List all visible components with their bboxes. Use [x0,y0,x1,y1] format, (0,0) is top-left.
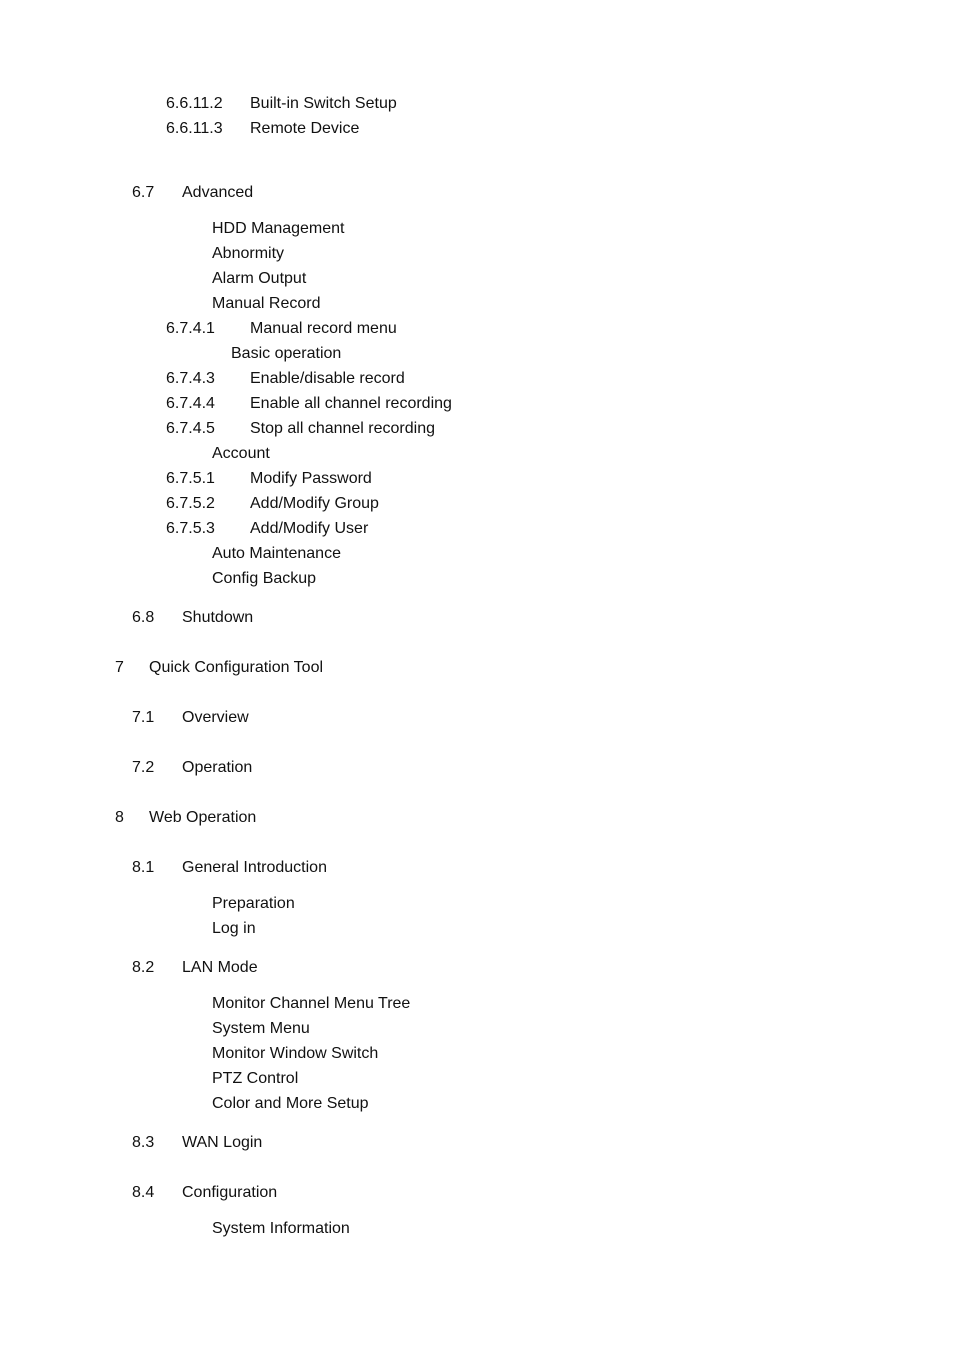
toc-entry-title: Remote Device [250,120,360,137]
toc-entry-title: Add/Modify Group [250,495,379,512]
toc-entry[interactable] [212,994,410,1014]
toc-entry[interactable] [212,569,316,589]
toc-entry-title: Preparation [212,895,295,912]
toc-entry[interactable] [212,1044,378,1064]
toc-entry-title: Color and More Setup [212,1095,369,1112]
toc-entry-title: Account [212,445,270,462]
toc-entry-title: System Information [212,1220,350,1237]
toc-entry-title: Quick Configuration Tool [149,659,324,676]
toc-entry-number: 6.6.11.3 [166,120,223,137]
toc-entry-number: 6.7.5.3 [166,520,215,537]
toc-entry-title: Stop all channel recording [250,420,436,437]
toc-entry-title: LAN Mode [182,959,258,976]
toc-entry-title: Shutdown [182,609,254,626]
toc-entry-title: Alarm Output [212,270,307,287]
toc-entry-title: Manual Record [212,295,321,312]
toc-entry-number: 6.6.11.2 [166,95,223,112]
toc-entry[interactable] [231,344,341,364]
toc-entry-title: Basic operation [231,345,342,362]
toc-entry-title: Auto Maintenance [212,545,341,562]
toc-entry-title: HDD Management [212,220,345,237]
toc-entry-title: Log in [212,920,256,937]
toc-entry[interactable] [212,1094,369,1114]
toc-entry-title: Config Backup [212,570,317,587]
toc-entry-title: WAN Login [182,1134,263,1151]
toc-entry[interactable] [212,444,270,464]
toc-entry[interactable] [212,1219,350,1239]
toc-entry-title: Overview [182,709,249,726]
toc-entry-number: 8.4 [132,1184,155,1201]
toc-entry-title: Enable all channel recording [250,395,452,412]
toc-entry[interactable] [212,244,284,264]
toc-entry-number: 8.1 [132,859,155,876]
toc-entry[interactable] [212,294,321,314]
toc-entry-number: 6.7.4.5 [166,420,215,437]
toc-entry-title: Monitor Channel Menu Tree [212,995,411,1012]
toc-entry[interactable] [212,269,306,289]
toc-entry-number: 6.8 [132,609,155,626]
toc-entry-title: Manual record menu [250,320,397,337]
toc-entry-title: Configuration [182,1184,278,1201]
toc-entry-title: Modify Password [250,470,372,487]
toc-entry[interactable] [212,1069,298,1089]
toc-entry-number: 7 [115,659,124,676]
toc-entry-number: 6.7.5.2 [166,495,215,512]
toc-entry-title: Abnormity [212,245,285,262]
toc-entry-number: 7.1 [132,709,155,726]
toc-entry[interactable] [212,219,345,239]
toc-entry-title: Operation [182,759,253,776]
toc-entry-title: PTZ Control [212,1070,299,1087]
toc-entry[interactable] [212,1019,310,1039]
toc-entry-number: 8.3 [132,1134,155,1151]
toc-entry-title: Add/Modify User [250,520,369,537]
toc-entry-title: Built-in Switch Setup [250,95,397,112]
toc-entry-title: System Menu [212,1020,310,1037]
toc-entry-number: 6.7.4.4 [166,395,215,412]
toc-entry-number: 6.7.5.1 [166,470,215,487]
toc-entry-title: Enable/disable record [250,370,405,387]
toc-entry-number: 8.2 [132,959,155,976]
toc-entry[interactable] [212,544,341,564]
toc-entry-title: Web Operation [149,809,257,826]
toc-entry-number: 6.7.4.3 [166,370,215,387]
toc-entry[interactable] [212,894,295,914]
toc-entry-number: 8 [115,809,124,826]
toc-entry-number: 7.2 [132,759,155,776]
toc-entry-number: 6.7.4.1 [166,320,215,337]
toc-entry-title: Monitor Window Switch [212,1045,379,1062]
toc-entry-title: General Introduction [182,859,327,876]
toc-entry-number: 6.7 [132,184,155,201]
toc-entry[interactable] [212,919,256,939]
toc-entry-title: Advanced [182,184,254,201]
